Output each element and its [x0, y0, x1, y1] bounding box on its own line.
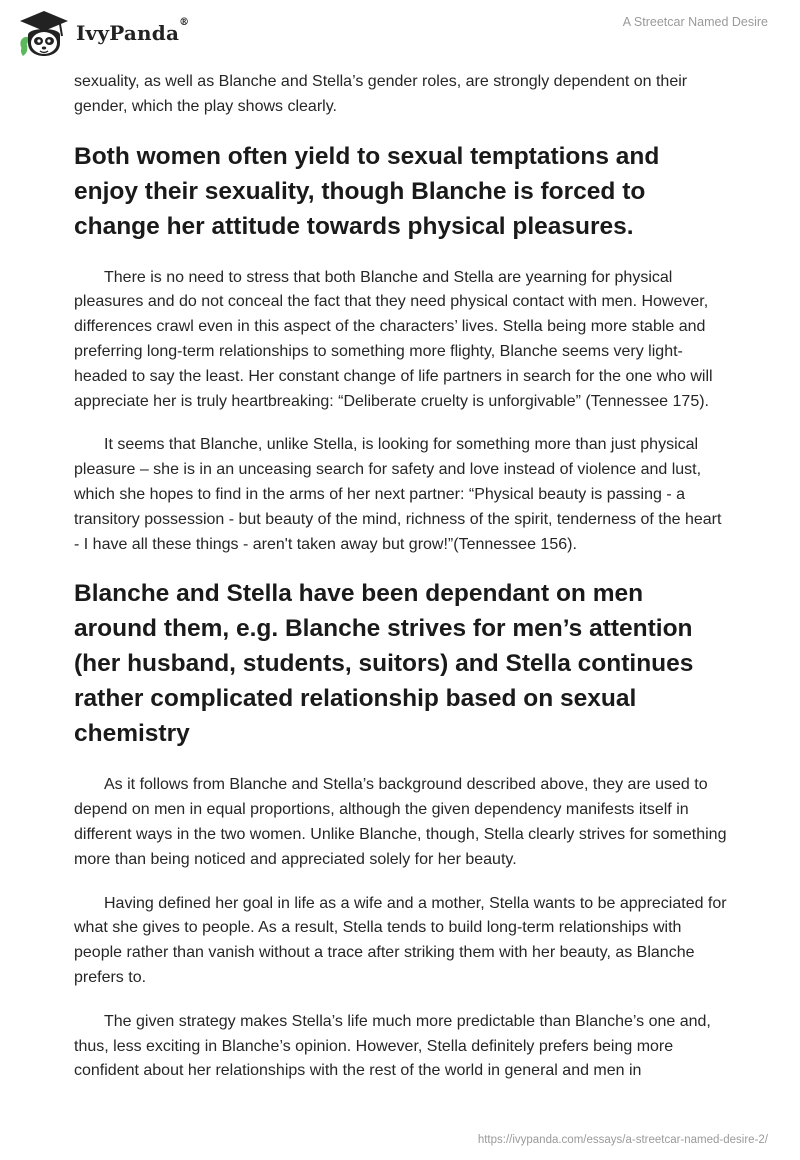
paragraph: There is no need to stress that both Blanche and Stella are yearning for physical pleasures and do not conceal the fact that they need physical contact with men. However, differences crawl even in this aspect of the characters’ lives. Stella being more stable and preferring long-term relationships to something more flighty, Blanche seems very light-headed to say the least. Her constant change of life partners in search for the one who will appreciate her is truly heartbreaking: “Deliberate cruelty is unforgivable” (Tennessee 175). — [74, 268, 713, 410]
essay-content — [74, 70, 728, 1084]
paragraph: As it follows from Blanche and Stella’s background described above, they are used to depend on men in equal proportions, although the given dependency manifests itself in different ways in the two women. Unlike Blanche, though, Stella clearly strives for something more than being noticed and appreciated solely for her beauty. — [74, 776, 727, 868]
panda-graduate-icon — [16, 9, 72, 57]
paragraph: It seems that Blanche, unlike Stella, is looking for something more than just physical pleasure – she is in an unceasing search for safety and love instead of violence and lust, which she hopes to find in the arms of her next partner: “Physical beauty is passing - a transitory possession - but beauty of the mind, richness of the spirit, tenderness of the heart - I have all these things - aren't taken away but grow!”(Tennessee 156). — [74, 436, 722, 553]
source-url[interactable]: https://ivypanda.com/essays/a-streetcar-named-desire-2/ — [477, 1134, 768, 1146]
paragraph-continued: sexuality, as well as Blanche and Stella’s gender roles, are strongly dependent on their gender, which the play shows clearly. — [74, 73, 688, 115]
ivypanda-logo[interactable] — [16, 9, 189, 57]
section-heading-dependence: Blanche and Stella have been dependant on men around them, e.g. Blanche strives for men’s attention (her husband, students, suitors) and Stella continues rather complicated relationship based on sexual chemistry — [74, 580, 694, 748]
page-header — [0, 0, 800, 70]
paragraph: Having defined her goal in life as a wife and a mother, Stella wants to be appreciated for what she gives to people. As a result, Stella tends to build long-term relationships with people rather than vanish without a trace after striking them with her beauty, as Blanche prefers to. — [74, 894, 727, 986]
paragraph: The given strategy makes Stella’s life much more predictable than Blanche’s one and, thus, less exciting in Blanche’s opinion. However, Stella definitely prefers being more confident about her relationships with the rest of the world in general and men in — [74, 1012, 711, 1080]
brand-name: IvyPanda® — [76, 17, 190, 45]
document-title: A Streetcar Named Desire — [622, 15, 768, 29]
section-heading-sexuality: Both women often yield to sexual temptations and enjoy their sexuality, though Blanche is forced to change her attitude towards physical pleasures. — [74, 142, 660, 240]
